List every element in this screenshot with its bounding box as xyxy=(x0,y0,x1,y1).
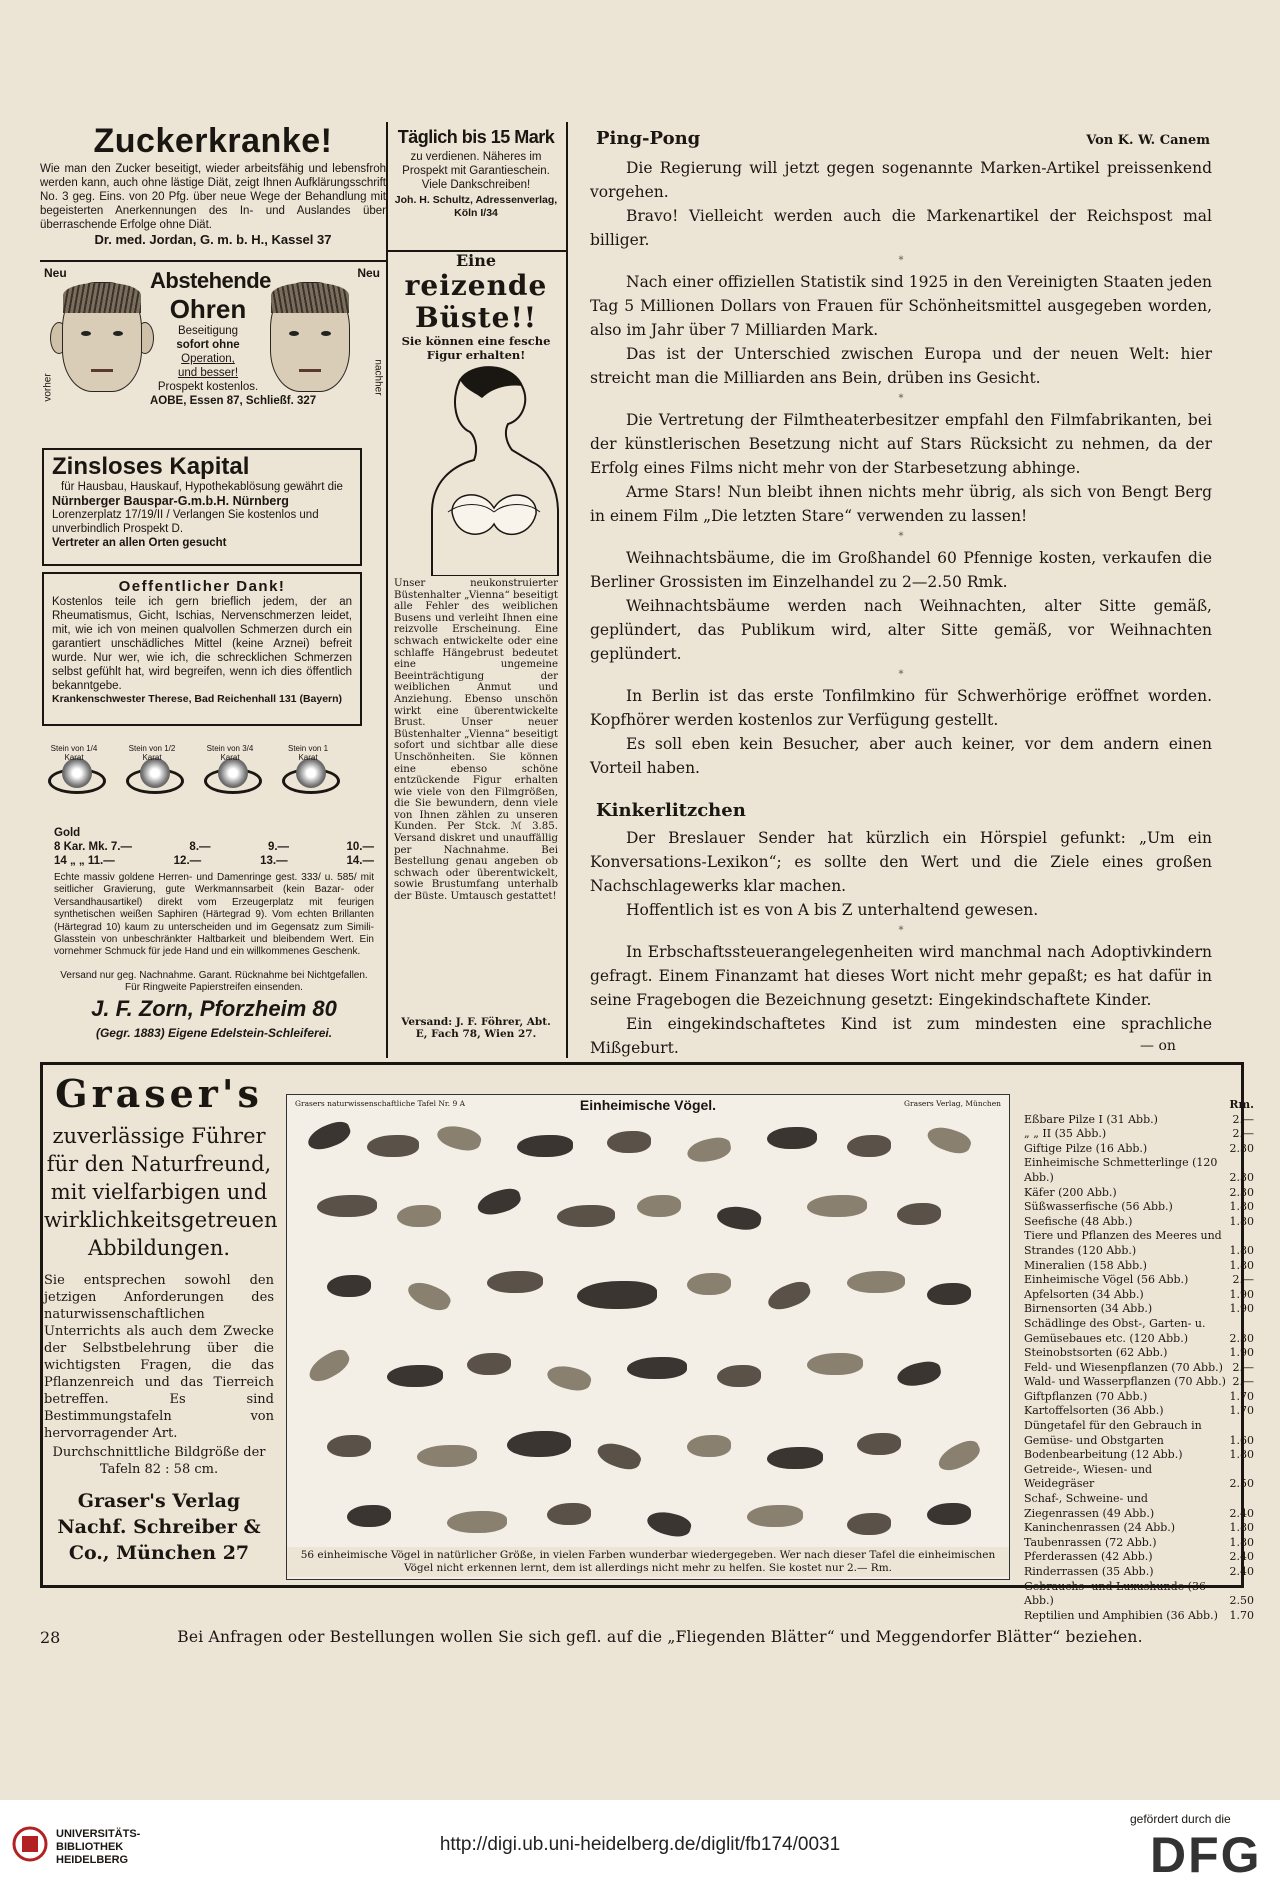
ad-kapital xyxy=(42,448,362,566)
library-name-line-1: UNIVERSITÄTS- xyxy=(56,1828,141,1840)
article-author: Von K. W. Canem xyxy=(1086,133,1210,148)
page-number: 28 xyxy=(40,1628,61,1647)
ad-zuckerkranke-body: Wie man den Zucker beseitigt, wieder arbeitsfähig und lebensfroh werden kann, auch ohne lästige Diät, zeigt Ihnen Aufklärungsschrift No. 3 geg. Eins. von 20 Pfg. über neue Wege der Behandlung mit begeisterten Anerkennungen des In- und Auslandes über überraschende Erfolge ohne Diät. xyxy=(40,163,386,231)
price-14kar-3: 13.— xyxy=(260,855,288,867)
ad-graser-body: zuverlässige Führer für den Naturfreund, mit vielfarbigen und wirklichkeitsgetreuen Abbildungen. xyxy=(44,1124,278,1260)
price-item-price: 2.50 xyxy=(1229,1477,1254,1491)
ad-graser-size: Durchschnittliche Bildgröße der Tafeln 82 : 58 cm. xyxy=(52,1445,266,1477)
price-8kar-3: 9.— xyxy=(267,841,290,853)
ad-ohren-sender: AOBE, Essen 87, Schließf. 327 xyxy=(150,395,317,407)
ad-kapital-body: für Hausbau, Hauskauf, Hypothekablösung gewährt die xyxy=(61,481,343,493)
rings-row-14kar xyxy=(54,854,374,868)
price-item-name: Steinobstsorten (62 Abb.) xyxy=(1024,1346,1168,1360)
paragraph: Das ist der Unterschied zwischen Europa und der neuen Welt: hier streicht man die Milliarden ans Bein, drüben ins Gesicht. xyxy=(590,345,1212,387)
price-14kar-1: 14 „ „ 11.— xyxy=(54,855,115,867)
paragraph: Hoffentlich ist es von A bis Z unterhaltend gewesen. xyxy=(626,901,1039,919)
price-14kar-4: 14.— xyxy=(346,855,374,867)
bird xyxy=(747,1505,803,1527)
price-item-name: Mineralien (158 Abb.) xyxy=(1024,1258,1147,1272)
price-row xyxy=(1024,1215,1254,1230)
bird xyxy=(517,1135,573,1157)
ad-ohren-body-5: Prospekt kostenlos. xyxy=(157,381,259,393)
price-item-price: 1.70 xyxy=(1229,1608,1254,1622)
bird xyxy=(767,1127,817,1149)
ad-buste-body: Unser neukonstruierter Büstenhalter „Vienna“ beseitigt alle Fehler des weiblichen Busens und verleiht Ihnen eine reizvolle Erscheinung. Eine schwach entwickelte oder eine schlaffe Hängebrust bedeutet eine ungemeine Beeinträchtigung der weiblichen Anmut und Anziehung. Ebenso unschön wirkt eine überentwickelte Brust. Unser neuer Büstenhalter „Vienna“ beseitigt sofort und sichtbar alle diese Unschönheiten. Sie können eine ebenso schöne entzückende Figur erhalten wie viele von den Filmgrößen, die Sie bewundern, denn viele von Ihnen zählen zu unseren Kunden. Per Stck. ℳ 3.85. Versand diskret und unauffällig per Nachnahme. Bei Bestellung genau angeben ob schwach oder überentwickelt, sowie Brustumfang unterhalb der Büste. Umtausch gestattet! xyxy=(394,578,558,903)
bird xyxy=(447,1511,507,1533)
ad-ohren-body-2: sofort ohne xyxy=(176,339,240,351)
ad-graser-headline: Graser's xyxy=(55,1071,263,1116)
price-row xyxy=(1024,1404,1254,1419)
stone-label-2: Stein von 1/2 Karat xyxy=(128,744,176,762)
rings-body: Echte massiv goldene Herren- und Damenringe gest. 333/ u. 585/ mit seitlicher Gravierung, gute Werkmannsarbeit (kein Bazar- oder Versandhausartikel) direkt vom Erzeugerplatz mit feurigen synthetischen weißen Saphiren (Härtegrad 9). Vom echten Brillanten (Härtegrad 10) kaum zu unterscheiden und im Gegensatz zum Simili-Glasstein von unbeschränkter Haltbarkeit und bleibendem Wert. Ein vornehmer Schmuck für jede Hand und ein willkommenes Geschenk. xyxy=(54,872,374,958)
article-ping-pong xyxy=(596,128,1210,149)
price-item-price: 2.30 xyxy=(1229,1141,1254,1155)
price-item-price: 1.80 xyxy=(1229,1448,1254,1462)
rings-row-8kar xyxy=(54,840,374,854)
paragraph: Weihnachtsbäume, die im Großhandel 60 Pfennige kosten, verkaufen die Berliner Grossisten im Einzelhandel zu 2—2.50 Rmk. xyxy=(590,549,1212,591)
article-title: Ping-Pong xyxy=(596,128,701,149)
ad-graser-left xyxy=(44,1071,278,1566)
price-item-name: Kaninchenrassen (24 Abb.) xyxy=(1024,1521,1176,1535)
bird xyxy=(857,1433,901,1455)
ad-ohren-body-3: Operation, xyxy=(181,353,235,365)
bird xyxy=(507,1431,571,1457)
price-row xyxy=(1024,1463,1254,1492)
bird xyxy=(687,1273,731,1295)
price-item-name: „ „ II (35 Abb.) xyxy=(1024,1127,1107,1141)
bird xyxy=(317,1195,377,1217)
rings-gold-label: Gold xyxy=(54,827,81,839)
ad-kapital-company: Nürnberger Bauspar-G.m.b.H. Nürnberg xyxy=(52,494,289,508)
paragraph: Die Vertretung der Filmtheaterbesitzer empfahl den Filmfabrikanten, bei der künstlerischen Besetzung nicht auf Stars Rücksicht zu nehmen, da der Erfolg eines Films nicht mehr von der Starbesetzung abhinge. xyxy=(590,411,1212,477)
ad-rings xyxy=(40,738,386,1058)
bird xyxy=(717,1365,761,1387)
price-row xyxy=(1024,1361,1254,1376)
price-item-name: Taubenrassen (72 Abb.) xyxy=(1024,1535,1157,1549)
separator-star: * xyxy=(898,255,904,266)
plate-header-right: Grasers Verlag, München xyxy=(904,1099,1001,1108)
price-item-name: Schaf-, Schweine- und Ziegenrassen (49 Abb.) xyxy=(1024,1492,1155,1520)
ad-ohren-new-left: Neu xyxy=(44,266,67,280)
bird xyxy=(687,1435,731,1457)
bird xyxy=(327,1275,371,1297)
rings-since: (Gegr. 1883) Eigene Edelstein-Schleiferei. xyxy=(95,1026,333,1040)
paragraph: Arme Stars! Nun bleibt ihnen nichts mehr übrig, als sich von Bengt Berg in einem Film „Die letzten Stare“ verwenden zu lassen! xyxy=(590,483,1212,525)
price-item-name: Feld- und Wiesenpflanzen (70 Abb.) xyxy=(1024,1360,1223,1374)
ad-taeglich xyxy=(392,124,560,220)
face-after-illustration xyxy=(262,272,358,402)
dfg-logo: DFG xyxy=(1150,1827,1262,1883)
kinkerlitzchen-body xyxy=(590,826,1212,1060)
ad-zuckerkranke xyxy=(40,122,386,247)
price-item-price: 2.— xyxy=(1232,1360,1254,1374)
ad-dank-body: Kostenlos teile ich gern brieflich jedem, der an Rheumatismus, Gicht, Ischias, Nervenschmerzen leidet, mit, wie ich von meinen qualvollen Schmerzen durch ein garantiert unschädliches Mittel (keine Arznei) befreit wurde. Nur wer, wie ich, die schrecklichen Schmerzen selbst gefühlt hat, wird begreifen, wenn ich dies öffentlich bekanntgebe. xyxy=(52,596,352,692)
price-item-price: 2.— xyxy=(1232,1375,1254,1389)
price-item-name: Düngetafel für den Gebrauch in Gemüse- und Obstgarten xyxy=(1024,1419,1202,1447)
price-item-price: 1.70 xyxy=(1229,1404,1254,1418)
ad-ohren-text xyxy=(150,268,317,408)
bird xyxy=(645,1508,693,1541)
price-item-name: Bodenbearbeitung (12 Abb.) xyxy=(1024,1448,1183,1462)
price-item-price: 1.80 xyxy=(1229,1535,1254,1549)
price-item-price: 2.— xyxy=(1232,1112,1254,1126)
ad-taeglich-body: zu verdienen. Näheres im Prospekt mit Garantieschein. Viele Dankschreiben! xyxy=(402,151,550,191)
ad-kapital-address: Lorenzerplatz 17/19/II / Verlangen Sie kostenlos und unverbindlich Prospekt D. xyxy=(52,509,319,535)
rings-company: J. F. Zorn, Pforzheim 80 xyxy=(91,996,337,1021)
bird xyxy=(435,1122,483,1155)
bird xyxy=(715,1203,762,1232)
paragraph: In Berlin ist das erste Tonfilmkino für Schwerhörige eröffnet worden. Kopfhörer werden kostenlos zur Verfügung gestellt. xyxy=(590,687,1212,729)
price-row xyxy=(1024,1127,1254,1142)
ad-ohren-body-4: und besser! xyxy=(177,367,239,379)
bird xyxy=(475,1186,523,1219)
bird xyxy=(934,1437,983,1476)
price-row xyxy=(1024,1346,1254,1361)
price-8kar-4: 10.— xyxy=(346,841,374,853)
price-row xyxy=(1024,1375,1254,1390)
logo-mark xyxy=(10,1824,50,1864)
ad-kapital-headline: Zinsloses Kapital xyxy=(52,453,250,480)
price-8kar-2: 8.— xyxy=(189,841,211,853)
price-row xyxy=(1024,1580,1254,1609)
separator-star: * xyxy=(898,669,904,680)
stone-label-4: Stein von 1 Karat xyxy=(287,744,329,762)
stone-label-3: Stein von 3/4 Karat xyxy=(206,744,254,762)
bird xyxy=(327,1435,371,1457)
price-8kar-1: 8 Kar. Mk. 7.— xyxy=(54,841,132,853)
price-item-name: Rinderrassen (35 Abb.) xyxy=(1024,1565,1154,1578)
ad-graser-text: Sie entsprechen sowohl den jetzigen Anforderungen des naturwissenschaftlichen Unterrichts als auch dem Zwecke der Selbstbelehrung über die wichtigsten Fragen, die das Pflanzenreich und das Tierreich betreffen. Es sind Bestimmungstafeln von hervorragender Art. xyxy=(44,1273,274,1441)
ad-buste-subhead: Sie können eine fesche Figur erhalten! xyxy=(401,334,551,362)
permalink-url[interactable]: http://digi.ub.uni-heidelberg.de/diglit/fb174/0031 xyxy=(439,1834,841,1855)
price-row xyxy=(1024,1113,1254,1128)
price-item-name: Schädlinge des Obst-, Garten- u. Gemüsebaues etc. (120 Abb.) xyxy=(1024,1316,1206,1345)
paragraph: Der Breslauer Sender hat kürzlich ein Hörspiel gefunkt: „Um ein Konversations-Lexikon“; es sollte den Wert und die Ziele eines großen Nachschlagewerks klar machen. xyxy=(590,829,1212,895)
column-divider-left xyxy=(386,122,388,1058)
bird xyxy=(487,1271,543,1293)
separator-star: * xyxy=(898,925,904,936)
price-item-price: 2.40 xyxy=(1229,1506,1254,1520)
paragraph: In Erbschaftssteuerangelegenheiten wird manchmal nach Adoptivkindern gefragt. Einem Finanzamt hat dieses Wort nicht mehr gepaßt; es hat dafür in seine Fragebogen die Bezeichnung gesetzt: Eingekindschaftete Kinder. xyxy=(590,943,1212,1009)
ad-ohren-title-2: Ohren xyxy=(169,294,247,324)
price-row xyxy=(1024,1259,1254,1274)
ad-dank xyxy=(42,572,362,726)
bird xyxy=(397,1205,441,1227)
ad-zuckerkranke-headline: Zuckerkranke! xyxy=(93,122,333,160)
separator-star: * xyxy=(898,393,904,404)
ad-taeglich-headline: Täglich bis 15 Mark xyxy=(397,127,555,147)
bird xyxy=(895,1359,942,1388)
price-item-price: 2.— xyxy=(1232,1127,1254,1141)
price-item-name: Getreide-, Wiesen- und Weidegräser xyxy=(1024,1462,1153,1491)
bird xyxy=(304,1345,353,1386)
price-item-name: Käfer (200 Abb.) xyxy=(1024,1185,1117,1199)
price-item-price: 2.40 xyxy=(1229,1565,1254,1578)
price-row xyxy=(1024,1419,1254,1448)
price-item-price: 2.40 xyxy=(1229,1550,1254,1564)
price-item-name: Tiere und Pflanzen des Meeres und Strandes (120 Abb.) xyxy=(1024,1229,1222,1257)
price-item-name: Wald- und Wasserpflanzen (70 Abb.) xyxy=(1024,1375,1226,1389)
ad-buste-headline-3: Büste!! xyxy=(414,301,538,334)
paragraph: Bravo! Vielleicht werden auch die Markenartikel der Reichspost mal billiger. xyxy=(590,207,1212,249)
price-row xyxy=(1024,1142,1254,1157)
bird-plate-image xyxy=(286,1094,1010,1580)
price-item-price: 1.80 xyxy=(1229,1214,1254,1228)
price-item-price: 1.80 xyxy=(1229,1521,1254,1535)
library-name xyxy=(56,1828,140,1867)
woman-bust-illustration xyxy=(412,362,560,576)
price-item-name: Gebrauchs- und Luxushunde (36 Abb.) xyxy=(1024,1579,1206,1608)
ad-ohren xyxy=(40,262,386,446)
bird xyxy=(347,1505,391,1527)
bird xyxy=(847,1135,891,1157)
ad-ohren-title-1: Abstehende xyxy=(150,268,271,293)
label-nachher: nachher xyxy=(372,359,384,396)
bird xyxy=(367,1135,419,1157)
ad-buste-headline-1: Eine xyxy=(455,251,497,270)
column-divider-right xyxy=(566,122,568,1058)
bird xyxy=(387,1365,443,1387)
bird xyxy=(897,1203,941,1225)
price-item-name: Kartoffelsorten (36 Abb.) xyxy=(1024,1404,1164,1418)
bust-drawing xyxy=(412,362,560,576)
bird xyxy=(417,1445,477,1467)
price-row xyxy=(1024,1390,1254,1405)
bird xyxy=(807,1195,867,1217)
ad-graser-publisher: Graser's Verlag Nachf. Schreiber & Co., München 27 xyxy=(57,1490,261,1564)
bird xyxy=(595,1438,644,1474)
paragraph: Die Regierung will jetzt gegen sogenannte Marken-Artikel preissenkend vorgehen. xyxy=(590,159,1212,201)
bird xyxy=(925,1122,974,1158)
price-14kar-2: 12.— xyxy=(173,855,202,867)
price-item-price: 1.80 xyxy=(1229,1258,1254,1272)
ad-buste-sender: Versand: J. F. Föhrer, Abt. E, Fach 78, Wien 27. xyxy=(401,1016,551,1040)
price-item-name: Eßbare Pilze I (31 Abb.) xyxy=(1024,1112,1158,1126)
bird xyxy=(767,1447,823,1469)
price-item-name: Reptilien und Amphibien (36 Abb.) xyxy=(1024,1608,1218,1622)
price-item-price: 2.— xyxy=(1232,1273,1254,1287)
price-row xyxy=(1024,1492,1254,1521)
article-signature: — on xyxy=(1140,1038,1176,1054)
price-row xyxy=(1024,1229,1254,1258)
price-row xyxy=(1024,1448,1254,1463)
bird xyxy=(807,1353,863,1375)
price-row xyxy=(1024,1288,1254,1303)
price-item-price: 1.80 xyxy=(1229,1200,1254,1214)
price-item-name: Birnensorten (34 Abb.) xyxy=(1024,1302,1153,1316)
plate-title: Einheimische Vögel. xyxy=(579,1097,717,1113)
price-item-price: 1.90 xyxy=(1229,1302,1254,1316)
ad-ohren-body-1: Beseitigung xyxy=(177,325,239,337)
price-item-price: 1.90 xyxy=(1229,1346,1254,1360)
ping-pong-body xyxy=(590,156,1212,780)
bird xyxy=(847,1513,891,1535)
bird xyxy=(467,1353,511,1375)
bird xyxy=(404,1277,453,1316)
ad-buste-headline-2: reizende xyxy=(404,269,548,302)
price-item-name: Einheimische Vögel (56 Abb.) xyxy=(1024,1273,1189,1287)
price-item-price: 1.80 xyxy=(1229,1243,1254,1257)
paragraph: Es soll eben kein Besucher, aber auch keiner, vor dem andern einen Vorteil haben. xyxy=(590,735,1212,777)
plate-header-left: Grasers naturwissenschaftliche Tafel Nr. 9 A xyxy=(295,1099,466,1108)
ad-dank-headline: Oeffentlicher Dank! xyxy=(118,578,286,595)
paragraph: Ein eingekindschaftetes Kind ist zum mindesten eine sprachliche Mißgeburt. xyxy=(590,1015,1212,1057)
price-item-name: Einheimische Schmetterlinge (120 Abb.) xyxy=(1024,1156,1218,1184)
price-row xyxy=(1024,1273,1254,1288)
price-row xyxy=(1024,1609,1254,1624)
bird xyxy=(557,1205,615,1227)
bird xyxy=(847,1271,905,1293)
price-item-price: 2.30 xyxy=(1229,1185,1254,1199)
ad-ohren-new-right: Neu xyxy=(357,266,380,280)
bird xyxy=(765,1278,814,1314)
price-row xyxy=(1024,1521,1254,1536)
bird xyxy=(607,1131,651,1153)
price-row xyxy=(1024,1317,1254,1346)
bird xyxy=(927,1503,971,1525)
price-item-name: Giftpflanzen (70 Abb.) xyxy=(1024,1389,1148,1403)
face-before-illustration xyxy=(54,272,150,402)
separator-star: * xyxy=(898,531,904,542)
price-item-price: 2.50 xyxy=(1229,1594,1254,1608)
bird xyxy=(577,1281,657,1309)
bird xyxy=(305,1118,354,1154)
ad-dank-sender: Krankenschwester Therese, Bad Reichenhall 131 (Bayern) xyxy=(52,693,343,705)
price-item-name: Giftige Pilze (16 Abb.) xyxy=(1024,1141,1148,1155)
price-item-price: 2.30 xyxy=(1229,1170,1254,1184)
ad-taeglich-sender: Joh. H. Schultz, Adressenverlag, Köln I/34 xyxy=(394,194,558,219)
bird xyxy=(547,1503,591,1525)
price-row xyxy=(1024,1200,1254,1215)
library-name-line-2: BIBLIOTHEK xyxy=(56,1841,124,1853)
stone-label-1: Stein von 1/4 Karat xyxy=(50,744,98,762)
bird xyxy=(637,1195,681,1217)
page-footer-note: Bei Anfragen oder Bestellungen wollen Sie sich gefl. auf die „Fliegenden Blätter“ und Meggendorfer Blätter“ beziehen. xyxy=(177,1628,1143,1646)
price-rows xyxy=(1024,1113,1254,1624)
price-item-name: Pferderassen (42 Abb.) xyxy=(1024,1550,1153,1564)
university-logo-icon xyxy=(10,1824,50,1864)
price-item-price: 1.70 xyxy=(1229,1389,1254,1403)
ad-zuckerkranke-sender: Dr. med. Jordan, G. m. b. H., Kassel 37 xyxy=(94,232,332,247)
plate-caption: 56 einheimische Vögel in natürlicher Größe, in vielen Farben wunderbar wiedergegeben. Wer nach dieser Tafel die einheimischen Vögel nicht erkennen lernt, dem ist allerdings nicht mehr zu helfen. Sie kostet nur 2.— Rm. xyxy=(287,1547,1009,1577)
price-row xyxy=(1024,1565,1254,1580)
paragraph: Nach einer offiziellen Statistik sind 1925 in den Vereinigten Staaten jeden Tag 5 Millionen Dollars von Frauen für Schönheitsmittel ausgegeben worden, also im Jahr über 7 Milliarden Mark. xyxy=(590,273,1212,339)
bird xyxy=(685,1135,732,1164)
label-vorher: vorher xyxy=(42,373,54,402)
price-item-name: Süßwasserfische (56 Abb.) xyxy=(1024,1200,1173,1214)
price-list-unit: Rm. xyxy=(1229,1098,1254,1111)
bird xyxy=(627,1357,687,1379)
price-row xyxy=(1024,1536,1254,1551)
price-item-name: Apfelsorten (34 Abb.) xyxy=(1024,1287,1144,1301)
price-list xyxy=(1024,1098,1254,1623)
bird xyxy=(927,1283,971,1305)
library-name-line-3: HEIDELBERG xyxy=(56,1854,129,1866)
bird xyxy=(545,1362,593,1395)
rings-terms: Versand nur geg. Nachnahme. Garant. Rücknahme bei Nichtgefallen. Für Ringweite Papierstreifen einsenden. xyxy=(60,970,368,994)
funding-note: gefördert durch die xyxy=(1130,1812,1231,1826)
ad-buste xyxy=(392,252,560,362)
price-row xyxy=(1024,1302,1254,1317)
price-row xyxy=(1024,1550,1254,1565)
ad-kapital-agents: Vertreter an allen Orten gesucht xyxy=(52,537,227,549)
viewer-footer xyxy=(0,1800,1280,1893)
price-item-price: 1.90 xyxy=(1229,1287,1254,1301)
paragraph: Weihnachtsbäume werden nach Weihnachten, alter Sitte gemäß, geplündert, das Publikum wird, alter Sitte gemäß, vor Weihnachten geplündert. xyxy=(590,597,1212,663)
article-kinkerlitzchen-title: Kinkerlitzchen xyxy=(596,800,746,821)
price-item-price: 2.30 xyxy=(1229,1331,1254,1345)
price-row xyxy=(1024,1186,1254,1201)
price-item-name: Seefische (48 Abb.) xyxy=(1024,1214,1133,1228)
price-row xyxy=(1024,1156,1254,1185)
price-item-price: 1.60 xyxy=(1229,1433,1254,1447)
